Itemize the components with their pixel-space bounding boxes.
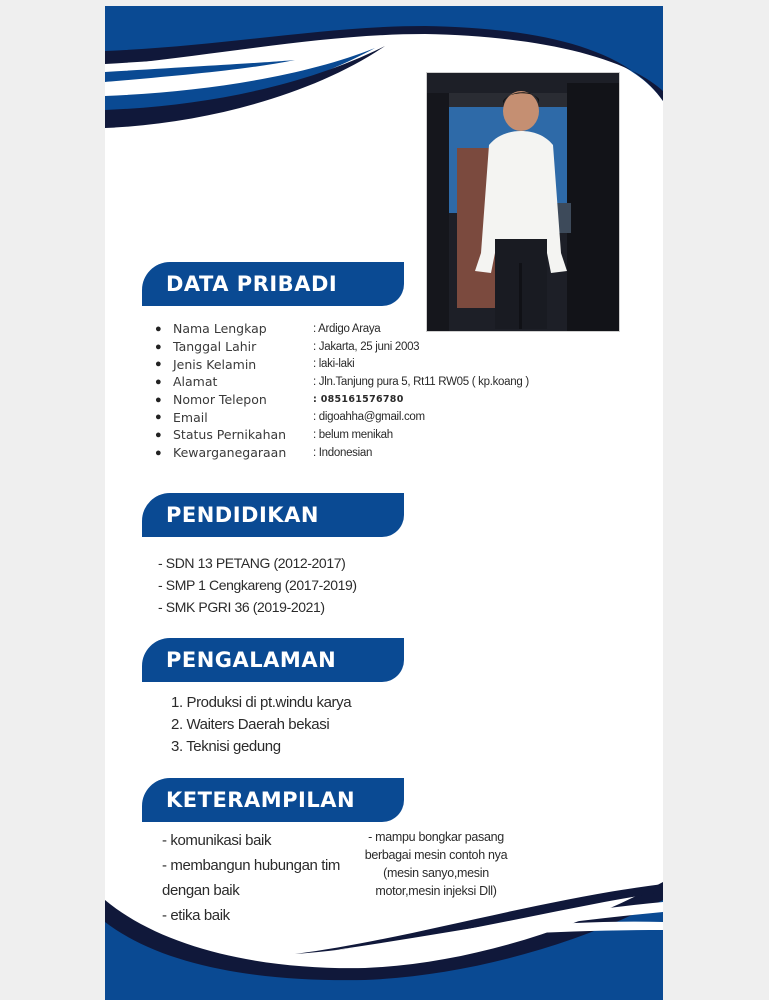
info-label: Nama Lengkap [173, 321, 267, 337]
skill-line: motor,mesin injeksi Dll) [375, 884, 497, 898]
section-title: PENDIDIKAN [166, 503, 319, 527]
section-title: PENGALAMAN [166, 648, 337, 672]
cv-page [105, 6, 663, 1000]
info-value: : 085161576780 [313, 394, 404, 406]
info-row-address [155, 373, 529, 391]
bullet-icon: ● [155, 358, 162, 371]
personal-info-list [155, 320, 529, 462]
skill-item: - komunikasi baik [162, 832, 272, 849]
education-item: - SMK PGRI 36 (2019-2021) [158, 599, 325, 615]
section-header-pendidikan [142, 493, 404, 537]
person-photo-icon [427, 73, 619, 331]
info-label: Email [173, 409, 208, 425]
skill-line: berbagai mesin contoh nya [364, 848, 508, 862]
bullet-icon: ● [155, 393, 162, 406]
info-value: : laki-laki [313, 358, 355, 371]
info-label: Nomor Telepon [173, 392, 267, 408]
bullet-icon: ● [155, 375, 162, 388]
info-value: : Jln.Tanjung pura 5, Rt11 RW05 ( kp.koang ) [313, 375, 529, 388]
skill-item: dengan baik [162, 882, 240, 899]
education-list [158, 552, 357, 618]
info-value: : digoahha@gmail.com [313, 411, 425, 424]
skill-line: (mesin sanyo,mesin [383, 866, 489, 880]
info-value: : belum menikah [313, 428, 393, 441]
profile-photo [426, 72, 620, 332]
experience-list [171, 692, 351, 758]
skill-line: - mampu bongkar pasang [368, 830, 504, 844]
skill-item: - membangun hubungan tim [162, 857, 341, 874]
section-header-data-pribadi [142, 262, 404, 306]
experience-item: 2. Waiters Daerah bekasi [171, 716, 330, 733]
section-header-keterampilan [142, 778, 404, 822]
info-value: : Jakarta, 25 juni 2003 [313, 340, 420, 353]
info-label: Kewarganegaraan [173, 445, 287, 461]
info-label: Alamat [173, 374, 218, 390]
section-header-pengalaman [142, 638, 404, 682]
bullet-icon: ● [155, 411, 162, 424]
info-row-nationality [155, 444, 529, 462]
info-label: Tanggal Lahir [173, 339, 257, 355]
experience-item: 3. Teknisi gedung [171, 738, 281, 755]
info-row-birth [155, 338, 529, 356]
section-title: DATA PRIBADI [166, 272, 338, 296]
info-value: : Indonesian [313, 446, 373, 459]
info-row-phone [155, 391, 529, 409]
education-item: - SMP 1 Cengkareng (2017-2019) [158, 577, 357, 593]
bottom-wave-decoration [105, 860, 663, 1000]
info-row-gender [155, 355, 529, 373]
info-label: Status Pernikahan [173, 427, 287, 443]
education-item: - SDN 13 PETANG (2012-2017) [158, 555, 346, 571]
info-row-full-name [155, 320, 529, 338]
info-label: Jenis Kelamin [173, 356, 257, 372]
bullet-icon: ● [155, 446, 162, 459]
section-title: KETERAMPILAN [166, 788, 356, 812]
bullet-icon: ● [155, 340, 162, 353]
experience-item: 1. Produksi di pt.windu karya [171, 694, 352, 711]
info-row-marital-status [155, 426, 529, 444]
info-value: : Ardigo Araya [313, 322, 381, 335]
skill-item: - etika baik [162, 907, 230, 924]
bullet-icon: ● [155, 322, 162, 335]
info-row-email [155, 408, 529, 426]
bullet-icon: ● [155, 428, 162, 441]
